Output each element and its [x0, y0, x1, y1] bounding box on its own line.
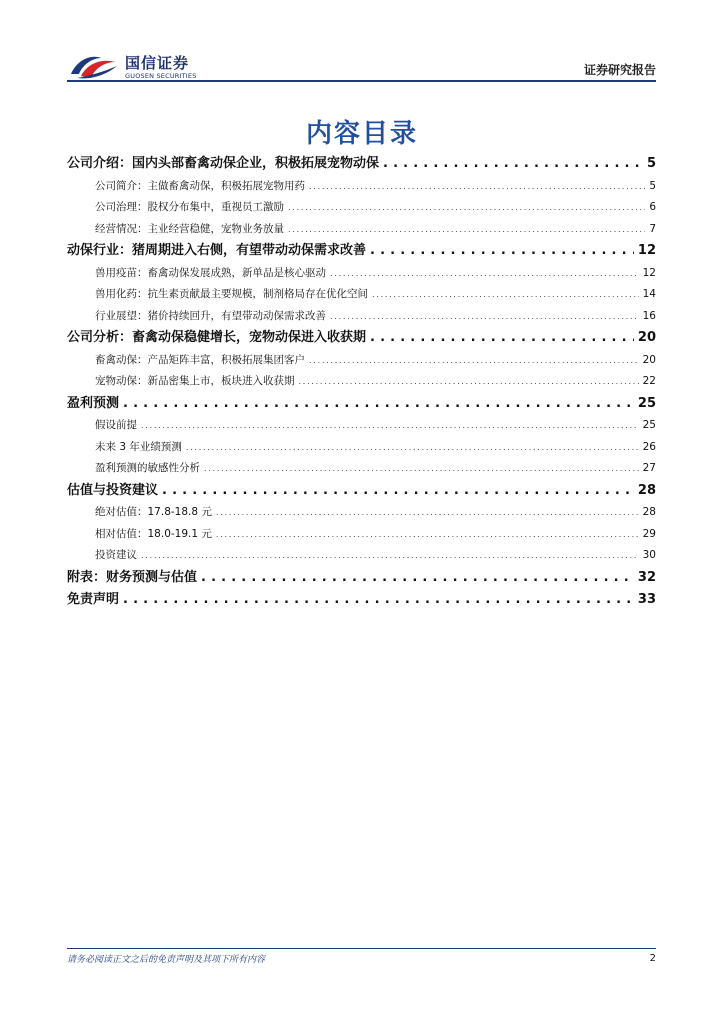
toc-section-entry[interactable] [67, 393, 656, 416]
toc-subsection-entry[interactable] [67, 176, 656, 198]
toc-page-number: 14 [642, 288, 656, 300]
toc-dot-leader [216, 502, 639, 524]
toc-subsection-entry[interactable] [67, 350, 656, 372]
toc-entry-title: 畜禽动保：产品矩阵丰富，积极拓展集团客户 [95, 353, 305, 366]
toc-section-entry[interactable] [67, 589, 656, 612]
page-number: 2 [649, 953, 656, 964]
toc-entry-title: 公司治理：股权分布集中，重视员工激励 [95, 201, 284, 213]
table-of-contents [67, 153, 656, 612]
toc-entry-title: 动保行业：猪周期进入右侧，有望带动动保需求改善 [67, 243, 367, 258]
footer-disclaimer: 请务必阅读正文之后的免责声明及其项下所有内容 [67, 955, 266, 965]
header-divider [67, 80, 656, 82]
toc-page-number: 28 [642, 506, 656, 518]
toc-subsection-entry[interactable] [67, 524, 656, 546]
toc-entry-title: 公司简介：主做畜禽动保，积极拓展宠物用药 [95, 179, 305, 192]
toc-page-number: 25 [637, 395, 656, 411]
toc-dot-leader [123, 393, 634, 416]
toc-entry-title: 兽用疫苗：畜禽动保发展成熟，新单品是核心驱动 [95, 266, 326, 279]
toc-dot-leader [370, 327, 634, 350]
toc-subsection-entry[interactable] [67, 306, 656, 328]
toc-subsection-entry[interactable] [67, 219, 656, 241]
toc-dot-leader [372, 284, 639, 306]
toc-entry-title: 经营情况：主业经营稳健，宠物业务放量 [95, 222, 284, 235]
guosen-logo-icon [67, 52, 121, 82]
toc-dot-leader [288, 197, 645, 219]
logo-chinese-name: 国信证券 [125, 54, 190, 72]
toc-dot-leader [299, 371, 639, 393]
toc-dot-leader [370, 240, 634, 263]
toc-page-number: 25 [642, 419, 656, 431]
toc-page-number: 16 [642, 309, 656, 322]
toc-section-entry[interactable] [67, 567, 656, 590]
toc-page-number: 12 [637, 243, 656, 258]
toc-entry-title: 公司分析：畜禽动保稳健增长，宠物动保进入收获期 [67, 330, 367, 345]
toc-subsection-entry[interactable] [67, 458, 656, 480]
toc-section-entry[interactable] [67, 240, 656, 263]
toc-page-number: 6 [649, 201, 656, 213]
toc-page-number: 5 [646, 156, 656, 171]
toc-subsection-entry[interactable] [67, 545, 656, 567]
toc-page-number: 32 [637, 569, 656, 585]
toc-dot-leader [201, 567, 634, 590]
toc-entry-title: 绝对估值：17.8-18.8 元 [95, 506, 212, 518]
page-title: 内容目录 [305, 119, 418, 149]
toc-dot-leader [141, 545, 639, 567]
toc-page-number: 33 [637, 592, 656, 607]
toc-entry-title: 宠物动保：新品密集上市，板块进入收获期 [95, 375, 295, 387]
toc-entry-title: 兽用化药：抗生素贡献最主要规模，制剂格局存在优化空间 [95, 288, 368, 300]
toc-dot-leader [383, 153, 643, 176]
report-type-label: 证券研究报告 [583, 63, 656, 77]
logo-english-name: GUOSEN SECURITIES [125, 72, 197, 80]
guosen-logo [67, 50, 227, 84]
toc-page-number: 26 [642, 440, 656, 453]
toc-dot-leader [204, 458, 639, 480]
toc-subsection-entry[interactable] [67, 502, 656, 524]
toc-section-entry[interactable] [67, 327, 656, 350]
toc-page-number: 27 [642, 462, 656, 474]
toc-entry-title: 假设前提 [95, 419, 137, 431]
page-header [67, 50, 656, 84]
footer-divider [67, 948, 656, 949]
toc-entry-title: 未来 3 年业绩预测 [95, 440, 182, 453]
toc-dot-leader [162, 480, 634, 503]
toc-page-number: 29 [642, 527, 656, 540]
toc-page-number: 5 [649, 179, 656, 192]
toc-page-number: 12 [642, 266, 656, 279]
toc-subsection-entry[interactable] [67, 263, 656, 285]
toc-dot-leader [330, 306, 639, 328]
toc-entry-title: 相对估值：18.0-19.1 元 [95, 527, 212, 540]
toc-entry-title: 盈利预测 [67, 395, 120, 411]
toc-entry-title: 公司介绍：国内头部畜禽动保企业，积极拓展宠物动保 [67, 156, 380, 171]
toc-page-number: 7 [649, 222, 656, 235]
toc-section-entry[interactable] [67, 480, 656, 503]
toc-subsection-entry[interactable] [67, 437, 656, 459]
toc-page-number: 22 [642, 375, 656, 387]
toc-entry-title: 盈利预测的敏感性分析 [95, 462, 200, 474]
toc-page-number: 20 [642, 353, 656, 366]
toc-entry-title: 投资建议 [95, 549, 137, 561]
toc-dot-leader [309, 176, 645, 198]
toc-dot-leader [123, 589, 634, 612]
toc-page-number: 20 [637, 330, 656, 345]
toc-entry-title: 免责声明 [67, 592, 120, 607]
toc-subsection-entry[interactable] [67, 371, 656, 393]
toc-dot-leader [309, 350, 639, 372]
toc-subsection-entry[interactable] [67, 197, 656, 219]
toc-subsection-entry[interactable] [67, 415, 656, 437]
toc-page-number: 30 [642, 549, 656, 561]
toc-subsection-entry[interactable] [67, 284, 656, 306]
toc-dot-leader [288, 219, 645, 241]
toc-page-number: 28 [637, 482, 656, 498]
toc-section-entry[interactable] [67, 153, 656, 176]
toc-entry-title: 附表：财务预测与估值 [67, 569, 198, 585]
toc-dot-leader [141, 415, 639, 437]
toc-entry-title: 行业展望：猪价持续回升，有望带动动保需求改善 [95, 309, 326, 322]
toc-dot-leader [330, 263, 639, 285]
toc-entry-title: 估值与投资建议 [67, 482, 159, 498]
toc-dot-leader [186, 437, 639, 459]
toc-dot-leader [216, 524, 639, 546]
